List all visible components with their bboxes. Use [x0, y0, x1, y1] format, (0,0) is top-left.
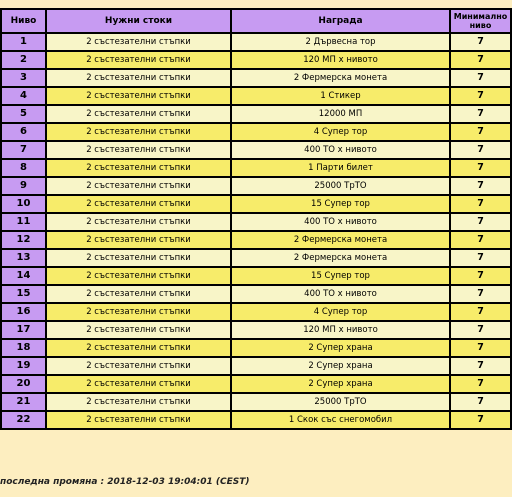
- reward-cell: 1 Парти билет: [231, 159, 450, 177]
- reward-cell: 2 Супер храна: [231, 375, 450, 393]
- reward-cell: 120 МП х нивото: [231, 321, 450, 339]
- reward-cell: 400 ТО х нивото: [231, 285, 450, 303]
- reward-cell: 25000 ТрТО: [231, 177, 450, 195]
- needed-goods-cell: 2 състезателни стъпки: [46, 231, 231, 249]
- reward-cell: 15 Супер тор: [231, 267, 450, 285]
- header-min-level: Минимално ниво: [450, 9, 511, 33]
- min-level-cell: 7: [450, 303, 511, 321]
- min-level-cell: 7: [450, 33, 511, 51]
- level-cell: 17: [1, 321, 46, 339]
- level-cell: 13: [1, 249, 46, 267]
- table-row: [1, 321, 511, 339]
- table-row: [1, 303, 511, 321]
- level-cell: 4: [1, 87, 46, 105]
- level-cell: 18: [1, 339, 46, 357]
- table-row: [1, 411, 511, 429]
- table-row: [1, 87, 511, 105]
- min-level-cell: 7: [450, 159, 511, 177]
- min-level-cell: 7: [450, 195, 511, 213]
- table-row: [1, 267, 511, 285]
- table-row: [1, 213, 511, 231]
- needed-goods-cell: 2 състезателни стъпки: [46, 339, 231, 357]
- level-cell: 12: [1, 231, 46, 249]
- table-body: [1, 33, 511, 429]
- reward-cell: 400 ТО х нивото: [231, 141, 450, 159]
- needed-goods-cell: 2 състезателни стъпки: [46, 51, 231, 69]
- needed-goods-cell: 2 състезателни стъпки: [46, 249, 231, 267]
- reward-cell: 12000 МП: [231, 105, 450, 123]
- needed-goods-cell: 2 състезателни стъпки: [46, 285, 231, 303]
- level-cell: 7: [1, 141, 46, 159]
- min-level-cell: 7: [450, 123, 511, 141]
- reward-cell: 2 Фермерска монета: [231, 231, 450, 249]
- table-row: [1, 69, 511, 87]
- table-row: [1, 339, 511, 357]
- table-row: [1, 375, 511, 393]
- level-cell: 8: [1, 159, 46, 177]
- min-level-cell: 7: [450, 285, 511, 303]
- needed-goods-cell: 2 състезателни стъпки: [46, 411, 231, 429]
- level-cell: 21: [1, 393, 46, 411]
- min-level-cell: 7: [450, 411, 511, 429]
- min-level-cell: 7: [450, 357, 511, 375]
- level-cell: 19: [1, 357, 46, 375]
- reward-cell: 2 Супер храна: [231, 339, 450, 357]
- level-cell: 20: [1, 375, 46, 393]
- reward-cell: 2 Фермерска монета: [231, 69, 450, 87]
- min-level-cell: 7: [450, 87, 511, 105]
- needed-goods-cell: 2 състезателни стъпки: [46, 267, 231, 285]
- level-cell: 9: [1, 177, 46, 195]
- level-cell: 3: [1, 69, 46, 87]
- needed-goods-cell: 2 състезателни стъпки: [46, 177, 231, 195]
- last-modified-footer: последна промяна : 2018-12-03 19:04:01 (CEST): [0, 477, 250, 487]
- table-row: [1, 33, 511, 51]
- needed-goods-cell: 2 състезателни стъпки: [46, 87, 231, 105]
- min-level-cell: 7: [450, 375, 511, 393]
- table-row: [1, 393, 511, 411]
- needed-goods-cell: 2 състезателни стъпки: [46, 123, 231, 141]
- reward-cell: 2 Дървесна тор: [231, 33, 450, 51]
- table-header-row: [1, 9, 511, 33]
- reward-cell: 1 Скок със снегомобил: [231, 411, 450, 429]
- table-row: [1, 231, 511, 249]
- needed-goods-cell: 2 състезателни стъпки: [46, 357, 231, 375]
- level-cell: 2: [1, 51, 46, 69]
- header-needed-goods: Нужни стоки: [46, 9, 231, 33]
- min-level-cell: 7: [450, 51, 511, 69]
- level-cell: 14: [1, 267, 46, 285]
- level-cell: 6: [1, 123, 46, 141]
- level-cell: 16: [1, 303, 46, 321]
- table-row: [1, 123, 511, 141]
- needed-goods-cell: 2 състезателни стъпки: [46, 213, 231, 231]
- needed-goods-cell: 2 състезателни стъпки: [46, 321, 231, 339]
- reward-cell: 4 Супер тор: [231, 123, 450, 141]
- min-level-cell: 7: [450, 339, 511, 357]
- min-level-cell: 7: [450, 267, 511, 285]
- level-cell: 11: [1, 213, 46, 231]
- needed-goods-cell: 2 състезателни стъпки: [46, 393, 231, 411]
- needed-goods-cell: 2 състезателни стъпки: [46, 195, 231, 213]
- table-row: [1, 51, 511, 69]
- table-row: [1, 141, 511, 159]
- table-row: [1, 195, 511, 213]
- min-level-cell: 7: [450, 393, 511, 411]
- needed-goods-cell: 2 състезателни стъпки: [46, 105, 231, 123]
- reward-cell: 15 Супер тор: [231, 195, 450, 213]
- min-level-cell: 7: [450, 321, 511, 339]
- reward-cell: 400 ТО х нивото: [231, 213, 450, 231]
- header-level: Ниво: [1, 9, 46, 33]
- level-cell: 1: [1, 33, 46, 51]
- reward-cell: 2 Супер храна: [231, 357, 450, 375]
- levels-table: [0, 8, 512, 430]
- levels-table-wrapper: [0, 8, 510, 430]
- needed-goods-cell: 2 състезателни стъпки: [46, 69, 231, 87]
- needed-goods-cell: 2 състезателни стъпки: [46, 159, 231, 177]
- reward-cell: 2 Фермерска монета: [231, 249, 450, 267]
- needed-goods-cell: 2 състезателни стъпки: [46, 303, 231, 321]
- reward-cell: 25000 ТрТО: [231, 393, 450, 411]
- reward-cell: 120 МП х нивото: [231, 51, 450, 69]
- needed-goods-cell: 2 състезателни стъпки: [46, 141, 231, 159]
- needed-goods-cell: 2 състезателни стъпки: [46, 375, 231, 393]
- level-cell: 10: [1, 195, 46, 213]
- min-level-cell: 7: [450, 177, 511, 195]
- min-level-cell: 7: [450, 105, 511, 123]
- header-reward: Награда: [231, 9, 450, 33]
- needed-goods-cell: 2 състезателни стъпки: [46, 33, 231, 51]
- level-cell: 15: [1, 285, 46, 303]
- table-row: [1, 285, 511, 303]
- table-row: [1, 159, 511, 177]
- reward-cell: 4 Супер тор: [231, 303, 450, 321]
- min-level-cell: 7: [450, 141, 511, 159]
- table-row: [1, 357, 511, 375]
- min-level-cell: 7: [450, 69, 511, 87]
- table-row: [1, 249, 511, 267]
- min-level-cell: 7: [450, 249, 511, 267]
- min-level-cell: 7: [450, 231, 511, 249]
- table-row: [1, 105, 511, 123]
- min-level-cell: 7: [450, 213, 511, 231]
- level-cell: 22: [1, 411, 46, 429]
- table-row: [1, 177, 511, 195]
- reward-cell: 1 Стикер: [231, 87, 450, 105]
- level-cell: 5: [1, 105, 46, 123]
